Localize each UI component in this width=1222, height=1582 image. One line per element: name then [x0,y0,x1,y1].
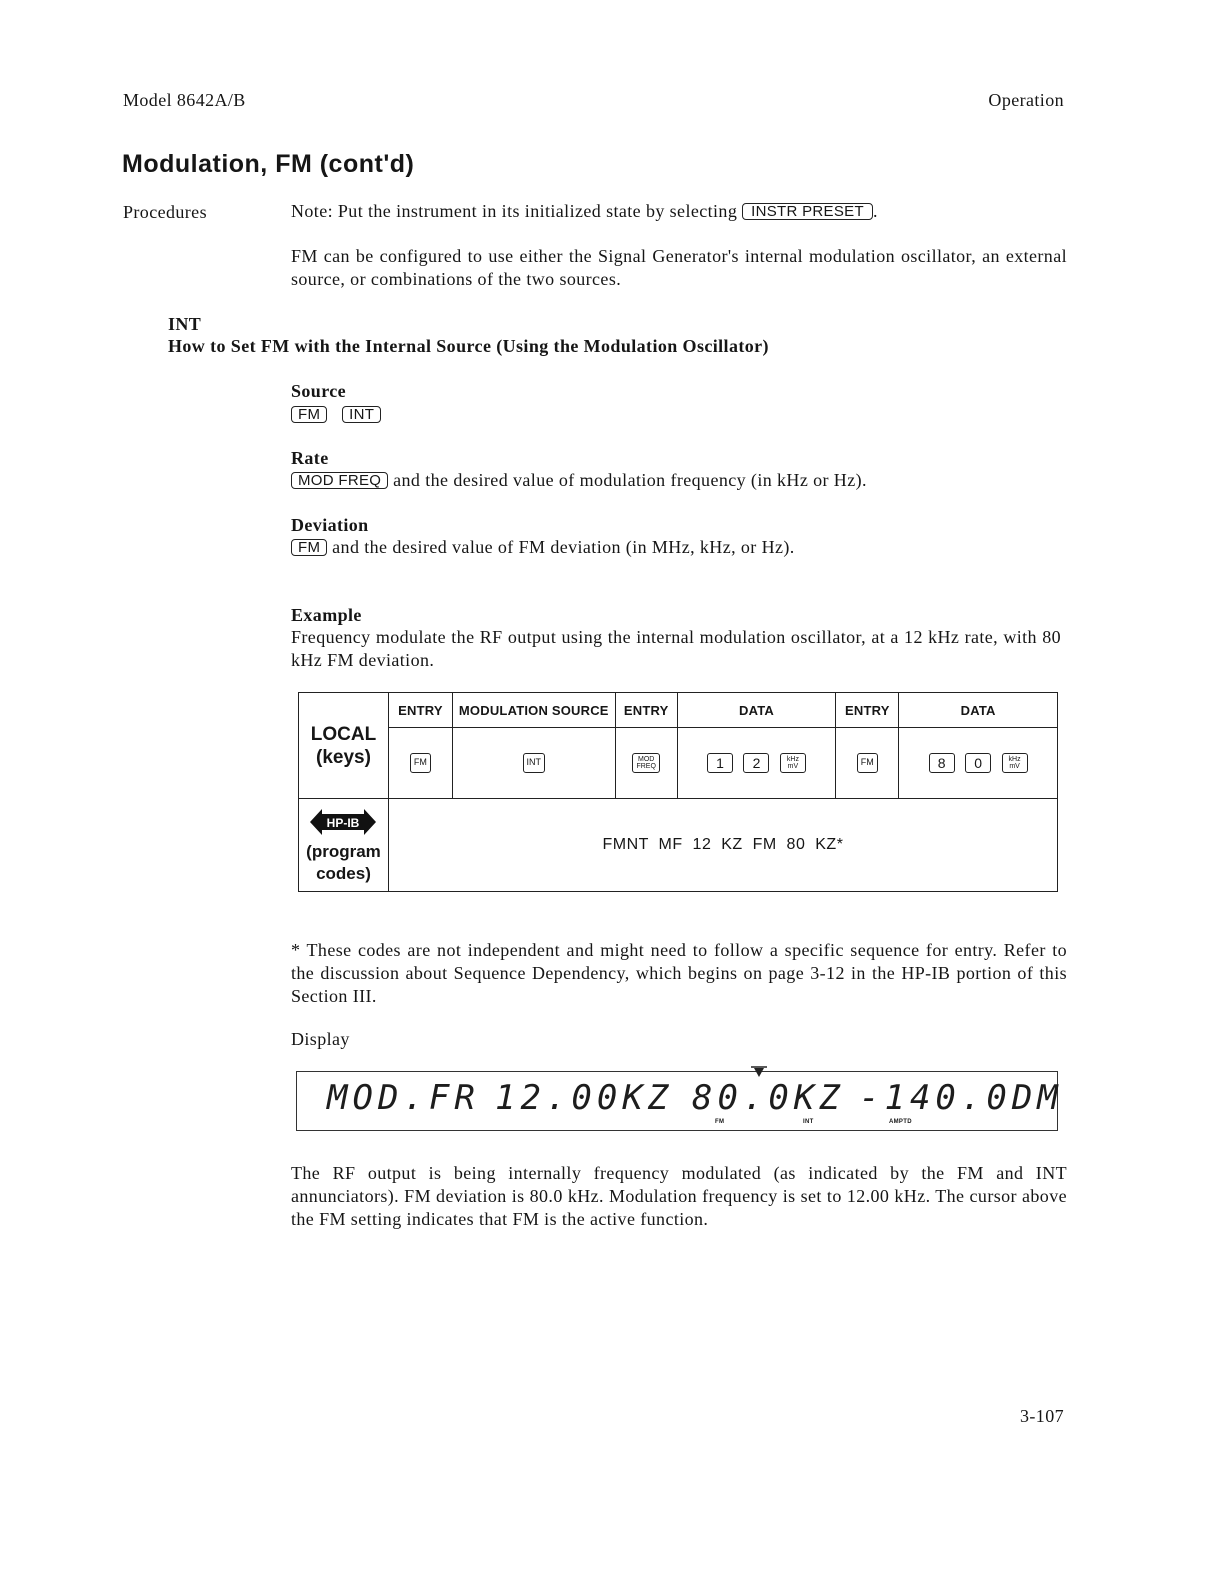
note-text: Note: Put the instrument in its initialized state by selecting [291,201,738,221]
key-khz-mv [780,753,806,773]
annunciator-int: INT [803,1119,814,1125]
display-label: Display [291,1029,350,1049]
int-key: INT [342,406,381,423]
annunciator-fm: FM [715,1119,725,1125]
rate-line [291,470,867,491]
display-segment-deviation: 80.0KZ [692,1078,845,1118]
local-keys-cell [299,693,389,799]
key-khz2-top: kHz [1008,756,1021,763]
cell-data-keys-1 [677,728,836,799]
fm-deviation-key: FM [291,539,327,556]
rate-text: and the desired value of modulation frequency (in kHz or Hz). [393,470,867,490]
keys-label: (keys) [316,746,371,768]
key-khz2-bottom: mV [1009,763,1020,770]
int-heading: How to Set FM with the Internal Source (Using the Modulation Oscillator) [168,336,769,356]
key-fm: FM [410,753,431,773]
int-label: INT [168,314,202,334]
deviation-text: and the desired value of FM deviation (in MHz, kHz, or Hz). [332,537,795,557]
procedures-label: Procedures [123,202,207,222]
example-label: Example [291,605,362,625]
key-fm-2: FM [857,753,878,773]
rate-label: Rate [291,448,329,468]
display-panel [296,1071,1063,1131]
key-mod-freq-bottom: FREQ [636,763,656,770]
hpib-logo-icon [310,807,376,837]
key-khz-mv-2 [1002,753,1028,773]
key-khz-top: kHz [786,756,799,763]
intro-paragraph: FM can be configured to use either the Signal Generator's internal modulation oscillator, an external source, or combinations of the two sources. [291,246,1067,289]
display-segment-mode: MOD.FR [327,1078,480,1118]
program-codes: FMNT MF 12 KZ FM 80 KZ* [388,799,1057,892]
key-0: 0 [965,753,991,773]
key-1: 1 [707,753,733,773]
cell-fm-key [388,728,452,799]
header-entry-2: ENTRY [615,693,677,728]
hpib-cell [299,799,389,892]
key-int: INT [523,753,546,773]
display-segment-rate: 12.00KZ [495,1078,674,1118]
source-keys [291,404,381,425]
footnote: * These codes are not independent and might need to follow a specific sequence for entry. Refer to the discussion about Sequence Dependency, which begins on page 3-12 in the HP-IB portion of this Section III. [291,940,1067,1006]
cell-fm-key-2 [836,728,899,799]
closing-paragraph: The RF output is being internally frequency modulated (as indicated by the FM and INT annunciators). FM deviation is 80.0 kHz. Modulation frequency is set to 12.00 kHz. The cursor above the FM setting indicates that FM is the active function. [291,1163,1067,1229]
header-entry-1: ENTRY [388,693,452,728]
keystroke-table [298,692,1058,892]
annunciator-ampto: AMPTD [889,1119,912,1125]
key-mod-freq-top: MOD [637,756,655,763]
source-label: Source [291,381,347,401]
instr-preset-key: INSTR PRESET [742,203,873,220]
page-number: 3-107 [1020,1406,1064,1426]
cell-int-key [452,728,615,799]
program-label: (program [306,842,381,861]
cell-mod-freq-key [615,728,677,799]
hpib-logo-text: HP-IB [327,816,360,830]
note-line [291,201,878,222]
deviation-line [291,537,795,558]
codes-label: codes) [316,864,371,883]
header-data-1: DATA [677,693,836,728]
example-text: Frequency modulate the RF output using the internal modulation oscillator, at a 12 kHz rate, with 80 kHz FM deviation. [291,627,1061,670]
local-label: LOCAL [310,723,377,745]
key-mod-freq [632,753,659,773]
header-modulation-source: MODULATION SOURCE [452,693,615,728]
cell-data-keys-2 [899,728,1058,799]
key-2: 2 [743,753,769,773]
header-section: Operation [988,90,1064,110]
mod-freq-key: MOD FREQ [291,472,388,489]
fm-key: FM [291,406,327,423]
note-period: . [872,201,878,221]
page-title: Modulation, FM (cont'd) [122,150,415,178]
key-8: 8 [929,753,955,773]
cursor-triangle-icon [751,1066,767,1078]
display-segment-amplitude: -140.0DM [859,1078,1063,1118]
header-data-2: DATA [899,693,1058,728]
key-khz-bottom: mV [787,763,799,770]
header-entry-3: ENTRY [836,693,899,728]
header-model: Model 8642A/B [123,90,246,110]
deviation-label: Deviation [291,515,369,535]
